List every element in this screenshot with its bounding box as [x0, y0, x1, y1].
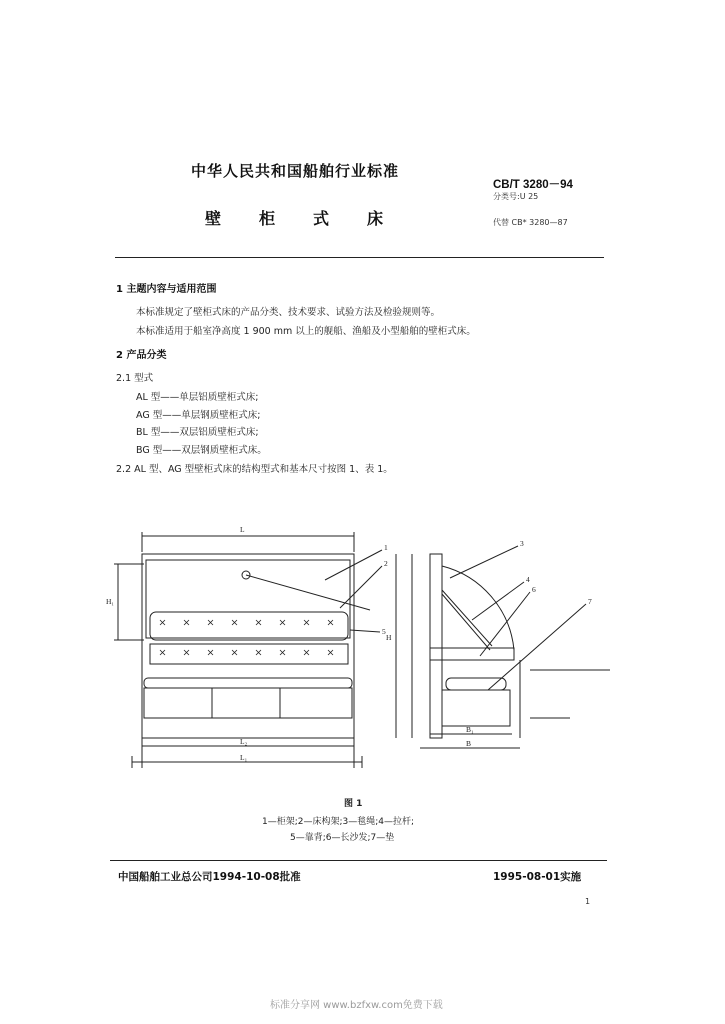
- section-2-heading: 2 产品分类: [116, 350, 167, 361]
- watermark-text: 标准分享网 www.bzfxw.com免费下载: [270, 1000, 443, 1011]
- replaces-standard: 代替 CB* 3280—87: [493, 218, 568, 227]
- section-1-paragraph-1: 本标准规定了壁柜式床的产品分类、技术要求、试验方法及检验规则等。: [136, 307, 441, 318]
- figure-caption-line-2: 5—靠背;6—长沙发;7—垫: [290, 833, 395, 843]
- page-number: 1: [585, 897, 591, 906]
- title-char: 床: [367, 209, 384, 228]
- dim-label-H1: H₁: [106, 597, 115, 606]
- cabinet-frame-front: [142, 554, 354, 738]
- classification-number: 分类号:U 25: [493, 192, 539, 201]
- dim-label-L1: L₁: [240, 753, 248, 762]
- section-2-2-text: 2.2 AL 型、AG 型壁柜式床的结构型式和基本尺寸按图 1、表 1。: [116, 464, 393, 475]
- callout-number: 5: [382, 627, 386, 636]
- callout-number: 6: [532, 585, 536, 594]
- dim-label-H: H: [386, 633, 392, 642]
- type-item: AL 型——单层铝质壁柜式床;: [136, 392, 259, 403]
- section-1-heading: 1 主题内容与适用范围: [116, 284, 217, 295]
- header-divider: [115, 257, 604, 258]
- figure-1-drawing: [100, 520, 620, 790]
- dim-label-L2: L₂: [240, 737, 248, 746]
- dim-label-L: L: [240, 525, 245, 534]
- bed-frame-side: [430, 648, 514, 660]
- title-char: 壁: [205, 209, 222, 228]
- callout-number: 7: [588, 597, 592, 606]
- type-item: AG 型——单层钢质壁柜式床;: [136, 410, 261, 421]
- dim-label-B1: B₁: [466, 725, 474, 734]
- approval-date: 中国船舶工业总公司1994-10-08批准: [118, 871, 301, 883]
- callout-number: 4: [526, 575, 530, 584]
- dim-label-B: B: [466, 739, 472, 748]
- long-sofa: [150, 644, 348, 664]
- section-2-1-heading: 2.1 型式: [116, 373, 154, 384]
- bed-swing-arc: [442, 566, 514, 650]
- title-char: 柜: [259, 209, 276, 228]
- document-title: [205, 206, 421, 229]
- section-1-paragraph-2: 本标准适用于船室净高度 1 900 mm 以上的舰船、渔船及小型船舶的壁柜式床。: [136, 326, 476, 337]
- title-char: 式: [313, 209, 330, 228]
- callout-number: 1: [384, 543, 388, 552]
- callout-number: 3: [520, 539, 524, 548]
- type-item: BL 型——双层铝质壁柜式床;: [136, 427, 259, 438]
- cabinet-side: [430, 554, 442, 738]
- cushion: [144, 678, 352, 688]
- figure-caption-title: 图 1: [344, 799, 363, 809]
- org-title: 中华人民共和国船舶行业标准: [191, 162, 400, 180]
- figure-caption-line-1: 1—柜架;2—床构架;3—毯绳;4—拉杆;: [262, 817, 415, 827]
- cabinet-base: [144, 688, 352, 718]
- footer-divider: [110, 860, 607, 861]
- type-item: BG 型——双层钢质壁柜式床。: [136, 445, 267, 456]
- implementation-date: 1995-08-01实施: [493, 871, 582, 883]
- callout-number: 2: [384, 559, 388, 568]
- backrest: [150, 612, 348, 640]
- standard-code: CB/T 3280－94: [493, 179, 573, 191]
